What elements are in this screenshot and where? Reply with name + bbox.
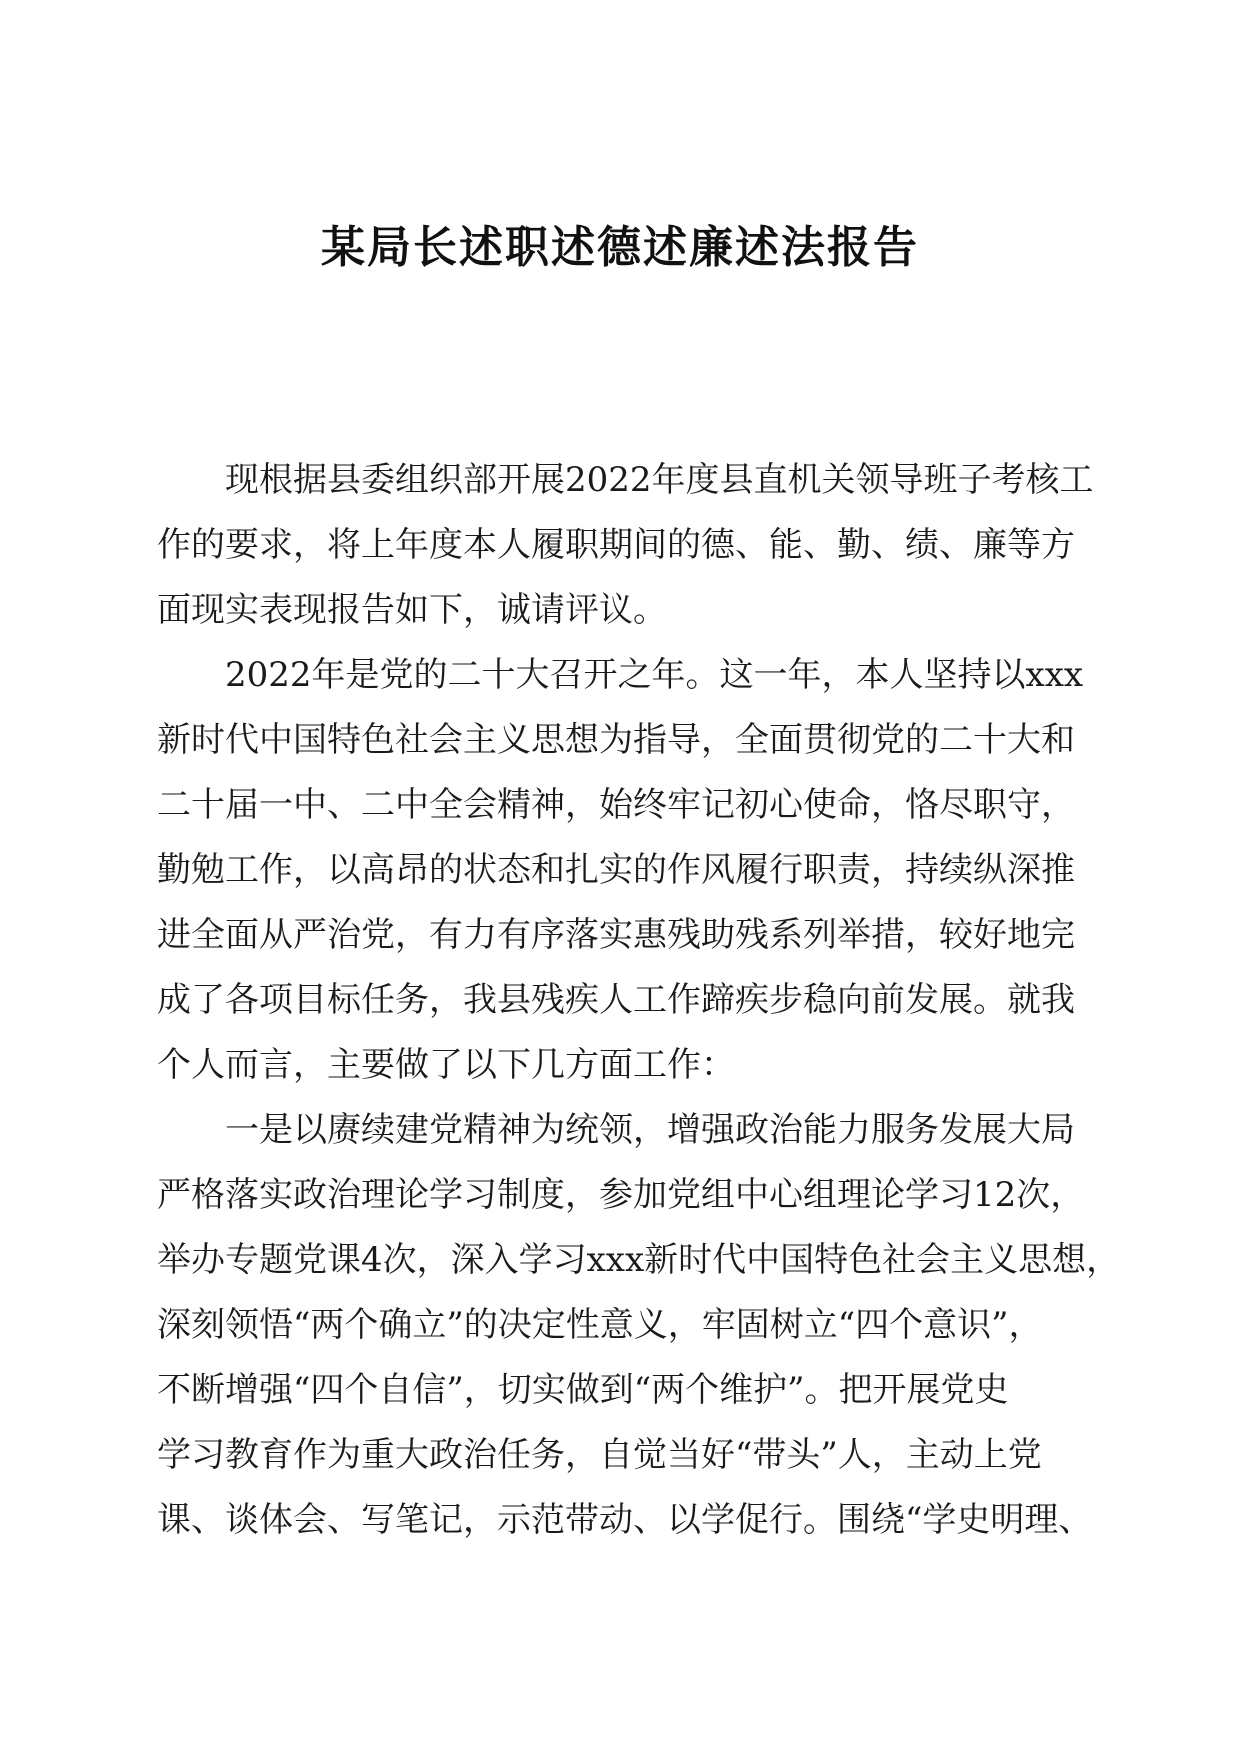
body-line: 勤勉工作，以高昂的状态和扎实的作风履行职责，持续纵深推 bbox=[157, 850, 1075, 890]
body-line: 二十届一中、二中全会精神，始终牢记初心使命，恪尽职守， bbox=[157, 785, 1075, 825]
body-line: 严格落实政治理论学习制度，参加党组中心组理论学习12次， bbox=[157, 1175, 1085, 1215]
body-line: 个人而言，主要做了以下几方面工作： bbox=[157, 1045, 735, 1085]
body-line: 学习教育作为重大政治任务，自觉当好“带头”人，主动上党 bbox=[157, 1435, 1042, 1475]
body-line: 成了各项目标任务，我县残疾人工作蹄疾步稳向前发展。就我 bbox=[157, 980, 1075, 1020]
body-line: 进全面从严治党，有力有序落实惠残助残系列举措，较好地完 bbox=[157, 915, 1075, 955]
body-line: 新时代中国特色社会主义思想为指导，全面贯彻党的二十大和 bbox=[157, 720, 1075, 760]
document-title: 某局长述职述德述廉述法报告 bbox=[321, 222, 919, 273]
body-line: 举办专题党课4次，深入学习xxx新时代中国特色社会主义思想， bbox=[157, 1240, 1121, 1280]
body-line: 2022年是党的二十大召开之年。这一年，本人坚持以xxx bbox=[157, 655, 1084, 695]
body-line: 课、谈体会、写笔记，示范带动、以学促行。围绕“学史明理、 bbox=[157, 1500, 1093, 1540]
body-line: 作的要求，将上年度本人履职期间的德、能、勤、绩、廉等方 bbox=[157, 525, 1075, 565]
body-line: 不断增强“四个自信”，切实做到“两个维护”。把开展党史 bbox=[157, 1370, 1009, 1410]
body-line: 面现实表现报告如下，诚请评议。 bbox=[157, 590, 667, 630]
body-line: 深刻领悟“两个确立”的决定性意义，牢固树立“四个意识”， bbox=[157, 1305, 1043, 1345]
body-line: 现根据县委组织部开展2022年度县直机关领导班子考核工 bbox=[157, 460, 1094, 500]
body-line: 一是以赓续建党精神为统领，增强政治能力服务发展大局 bbox=[157, 1110, 1075, 1150]
